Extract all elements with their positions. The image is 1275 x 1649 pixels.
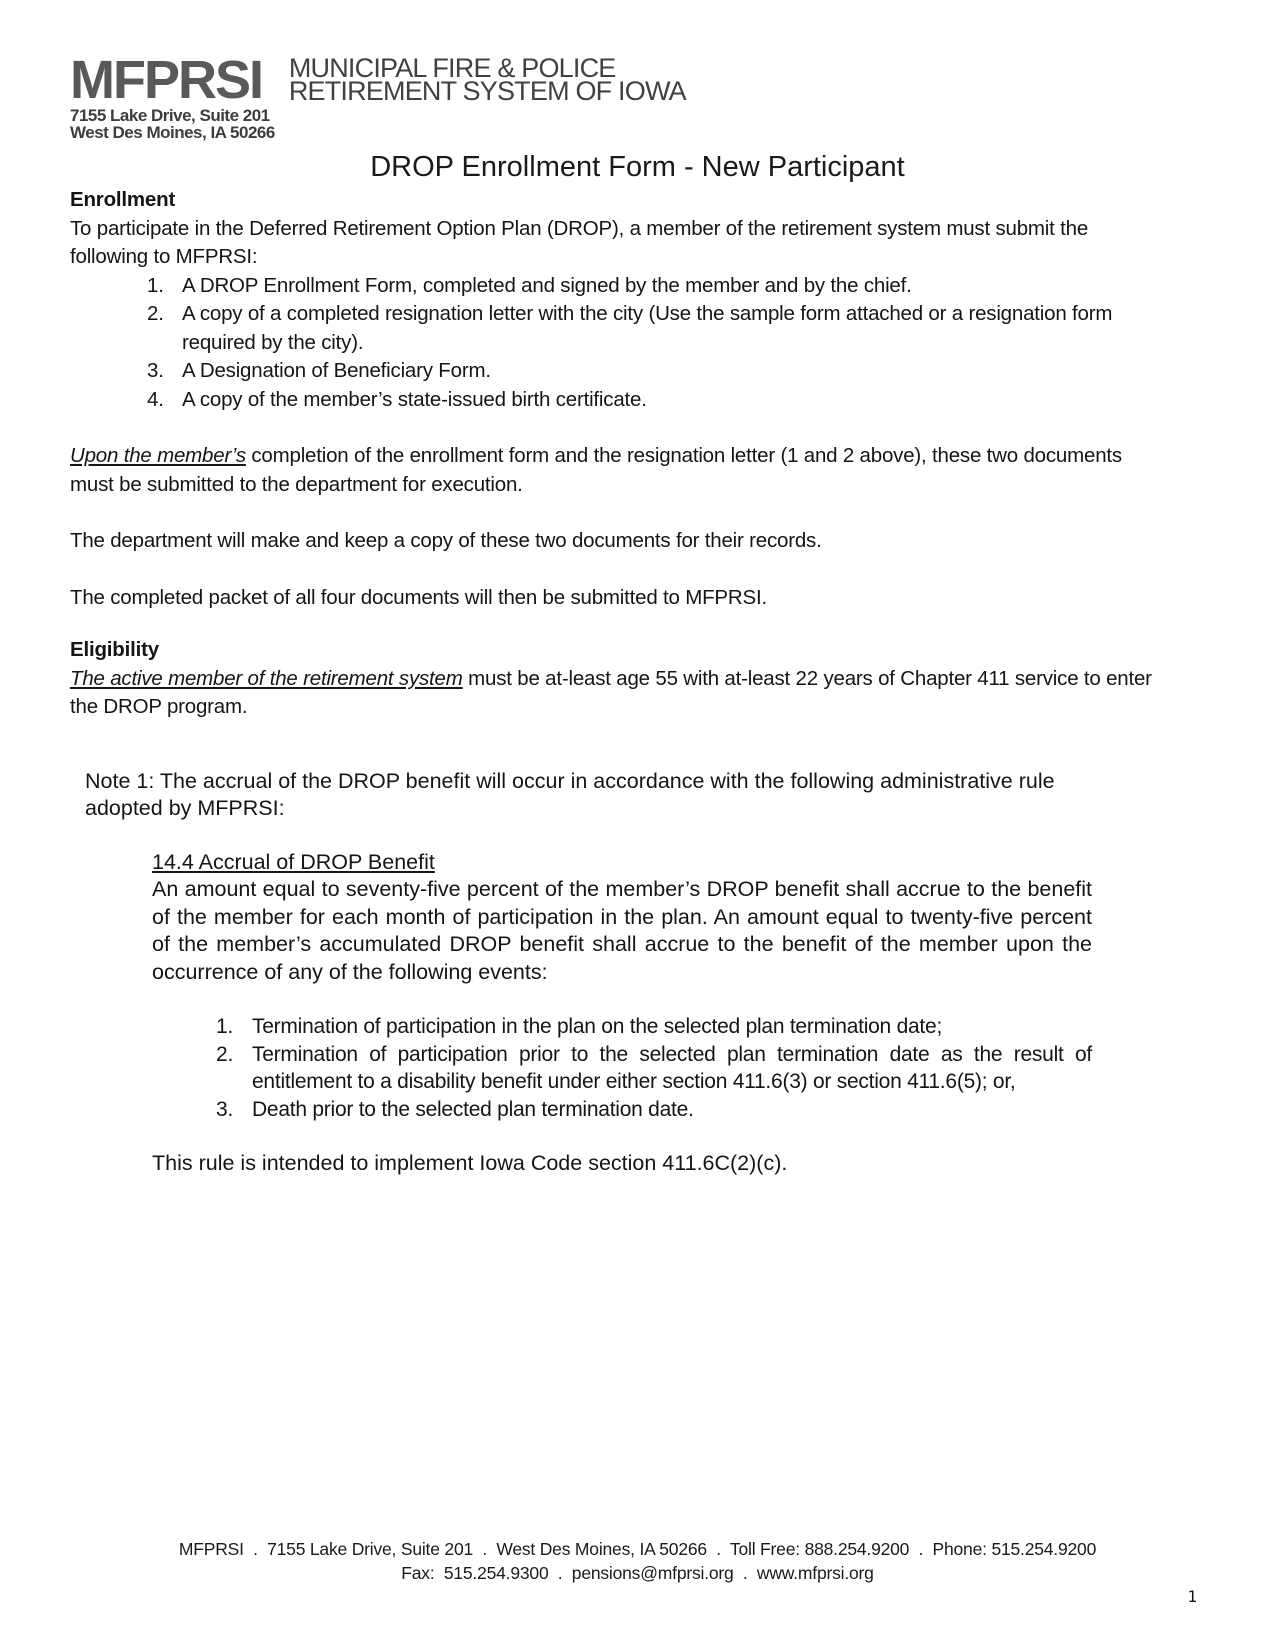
enrollment-intro: To participate in the Deferred Retirement Option Plan (DROP), a member of the retirement system must submit the following to MFPRSI: — [70, 216, 1089, 268]
page-title: DROP Enrollment Form - New Participant — [370, 151, 905, 183]
eligibility-paragraph — [70, 665, 1170, 722]
letterhead-address-line1: 7155 Lake Drive, Suite 201 — [70, 106, 270, 125]
list-item — [216, 1096, 1092, 1124]
note-intro: Note 1: The accrual of the DROP benefit will occur in accordance with the following administrative rule adopted by MFPRSI: — [85, 768, 1055, 820]
letterhead-tagline-line1: MUNICIPAL FIRE & POLICE — [288, 53, 616, 83]
letterhead-address — [70, 107, 275, 141]
enrollment-checklist — [147, 272, 1170, 415]
list-item — [147, 300, 1170, 357]
enrollment-section — [70, 186, 1205, 636]
enrollment-heading: Enrollment — [70, 188, 176, 211]
submission-paragraph — [70, 442, 1170, 499]
mfprsi-logo: MFPRSI — [70, 50, 263, 110]
rule-heading: 14.4 Accrual of DROP Benefit — [152, 849, 435, 874]
eligibility-section — [70, 636, 1205, 722]
list-item — [216, 1013, 1092, 1041]
rule-body-paragraph: An amount equal to seventy-five percent of the member’s DROP benefit shall accrue to the benefit of the member for each month of participation in the plan. An amount equal to twenty-five percent of the member’s accumulated DROP benefit shall accrue to the benefit of the member upon the occurrence of any of the following events: — [152, 877, 1092, 984]
footer-contact-line2: Fax: 515.254.9300 . pensions@mfprsi.org . www.mfprsi.org — [401, 1563, 874, 1583]
eligibility-heading: Eligibility — [70, 638, 159, 661]
page-number: 1 — [1187, 1587, 1197, 1606]
list-item — [147, 386, 1170, 415]
page-footer — [70, 1537, 1205, 1607]
list-item-text: Termination of participation prior to the selected plan termination date as the result of entitlement to a disability benefit under either section 411.6(3) or section 411.6(5); or, — [252, 1042, 1092, 1093]
letterhead — [70, 50, 1205, 142]
list-item-text: A DROP Enrollment Form, completed and signed by the member and by the chief. — [182, 273, 912, 297]
list-item-text: A copy of a completed resignation letter with the city (Use the sample form attached or a resignation form required by the city). — [182, 302, 1113, 354]
logo-block — [70, 50, 275, 142]
letterhead-tagline-line2: RETIREMENT SYSTEM OF IOWA — [288, 76, 686, 106]
completed-packet-paragraph: The completed packet of all four documents will then be submitted to MFPRSI. — [70, 585, 767, 609]
paragraph-text: must be at-least age 55 with at-least 22 years of Chapter 411 service to enter the DROP program. — [70, 666, 1152, 718]
footer-contact-line1: MFPRSI . 7155 Lake Drive, Suite 201 . West Des Moines, IA 50266 . Toll Free: 888.254.9200 . Phone: 515.254.9200 — [178, 1539, 1097, 1559]
list-item — [147, 272, 1170, 301]
underlined-phrase: Upon the member’s — [70, 444, 246, 467]
list-item — [216, 1041, 1092, 1096]
list-item — [147, 357, 1170, 386]
paragraph-text: completion of the enrollment form and the resignation letter (1 and 2 above), these two documents must be submitted to the department for execution. — [70, 444, 1122, 496]
letterhead-tagline — [288, 53, 686, 106]
rule-events-list — [216, 1013, 1092, 1123]
letterhead-address-line2: West Des Moines, IA 50266 — [70, 123, 275, 142]
underlined-phrase: The active member of the retirement system — [70, 666, 463, 690]
rule-closing-paragraph: This rule is intended to implement Iowa Code section 411.6C(2)(c). — [152, 1151, 788, 1175]
list-item-text: Termination of participation in the plan on the selected plan termination date; — [252, 1015, 943, 1038]
note-section — [70, 722, 1205, 1178]
list-item-text: A Designation of Beneficiary Form. — [182, 359, 491, 382]
department-copy-paragraph: The department will make and keep a copy of these two documents for their records. — [70, 529, 822, 552]
list-item-text: A copy of the member’s state-issued birth certificate. — [182, 387, 647, 411]
list-item-text: Death prior to the selected plan termination date. — [252, 1097, 694, 1121]
